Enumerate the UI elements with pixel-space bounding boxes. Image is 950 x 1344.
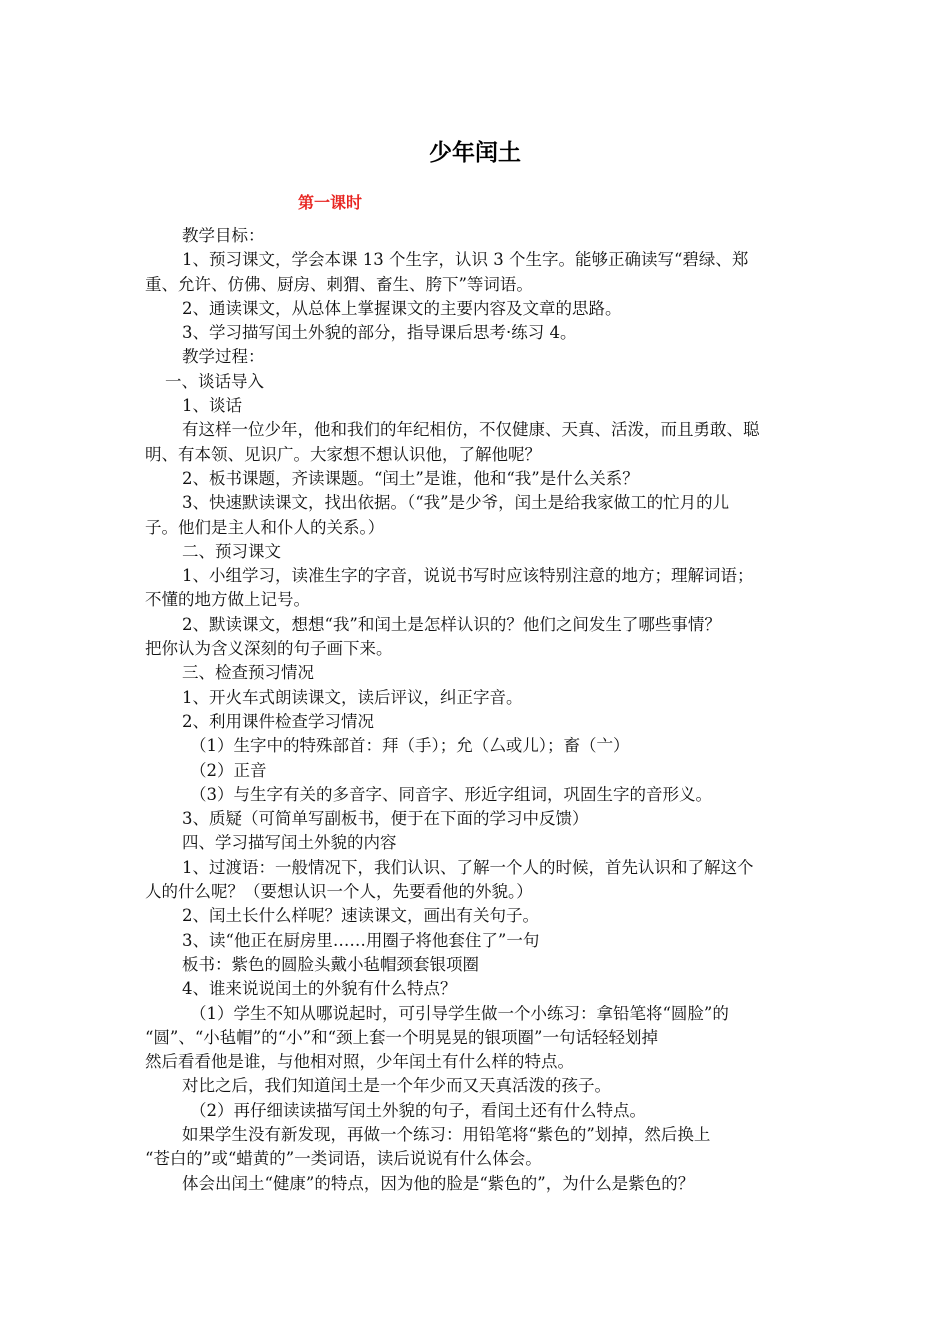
- paragraph-line: 3、快速默读课文，找出依据。（“我”是少爷，闰土是给我家做工的忙月的儿: [182, 493, 730, 513]
- paragraph-line: 重、允许、仿佛、厨房、刺猬、畜生、胯下”等词语。: [145, 274, 533, 294]
- section-heading: 三、检查预习情况: [182, 663, 314, 683]
- paragraph-line: 如果学生没有新发现，再做一个练习：用铅笔将“紫色的”划掉，然后换上: [182, 1124, 711, 1144]
- paragraph-line: 1、开火车式朗读课文，读后评议，纠正字音。: [182, 687, 523, 707]
- paragraph-line: 3、质疑（可简单写副板书，便于在下面的学习中反馈）: [182, 809, 589, 829]
- paragraph-line: 然后看看他是谁，与他相对照，少年闰土有什么样的特点。: [145, 1052, 574, 1072]
- section-heading: 一、谈话导入: [165, 371, 264, 391]
- paragraph-line: “圆”、“小毡帽”的“小”和“颈上套一个明晃晃的银项圈”一句话轻轻划掉: [145, 1027, 658, 1047]
- paragraph-line: （1）学生不知从哪说起时，可引导学生做一个小练习：拿铅笔将“圆脸”的: [190, 1003, 729, 1023]
- paragraph-line: 人的什么呢？（要想认识一个人，先要看他的外貌。）: [145, 882, 533, 902]
- section-heading: 二、预习课文: [182, 541, 281, 561]
- paragraph-line: 1、小组学习，读准生字的字音，说说书写时应该特别注意的地方；理解词语；: [182, 566, 754, 586]
- paragraph-line: （2）再仔细读读描写闰土外貌的句子，看闰土还有什么特点。: [190, 1100, 646, 1120]
- paragraph-line: 有这样一位少年，他和我们的年纪相仿，不仅健康、天真、活泼，而且勇敢、聪: [182, 420, 760, 440]
- paragraph-line: 2、板书课题，齐读课题。“闰土”是谁，他和“我”是什么关系？: [182, 468, 639, 488]
- paragraph-line: 2、闰土长什么样呢？速读课文，画出有关句子。: [182, 906, 539, 926]
- paragraph-line: 教学目标：: [182, 226, 265, 245]
- paragraph-line: 不懂的地方做上记号。: [145, 590, 310, 610]
- paragraph-line: 1、谈话: [182, 396, 242, 416]
- paragraph-line: 2、利用课件检查学习情况: [182, 711, 374, 731]
- lesson-heading: 第一课时: [298, 193, 363, 212]
- document-body: [145, 224, 815, 1196]
- paragraph-line: 2、默读课文，想想“我”和闰土是怎样认识的？他们之间发生了哪些事情？: [182, 614, 721, 634]
- paragraph-line: 子。他们是主人和仆人的关系。）: [145, 517, 385, 537]
- paragraph-line: 教学过程：: [182, 347, 265, 367]
- paragraph-line: 板书：紫色的圆脸头戴小毡帽颈套银项圈: [182, 954, 479, 974]
- section-heading: 四、学习描写闰土外貌的内容: [182, 833, 397, 853]
- paragraph-line: （2）正音: [190, 760, 267, 780]
- paragraph-line: 对比之后，我们知道闰土是一个年少而又天真活泼的孩子。: [182, 1076, 611, 1096]
- paragraph-line: （3）与生字有关的多音字、同音字、形近字组词，巩固生字的音形义。: [190, 784, 712, 804]
- paragraph-line: 4、谁来说说闰土的外貌有什么特点？: [182, 979, 457, 999]
- paragraph-line: （1）生字中的特殊部首：拜（手）；允（厶或儿）；畜（亠）: [190, 736, 630, 756]
- paragraph-line: 明、有本领、见识广。大家想不想认识他，了解他呢？: [145, 444, 541, 464]
- paragraph-line: 把你认为含义深刻的句子画下来。: [145, 639, 393, 659]
- paragraph-line: 3、学习描写闰土外貌的部分，指导课后思考·练习 4。: [182, 323, 577, 343]
- document-title: 少年闰土: [429, 140, 521, 166]
- paragraph-line: 1、过渡语：一般情况下，我们认识、了解一个人的时候，首先认识和了解这个: [182, 857, 754, 877]
- paragraph-line: “苍白的”或“蜡黄的”一类词语，读后说说有什么体会。: [145, 1149, 542, 1169]
- paragraph-line: 2、通读课文，从总体上掌握课文的主要内容及文章的思路。: [182, 298, 622, 318]
- paragraph-line: 3、读“他正在厨房里……用圈子将他套住了”一句: [182, 930, 540, 950]
- paragraph-line: 体会出闰土“健康”的特点，因为他的脸是“紫色的”，为什么是紫色的？: [182, 1173, 695, 1193]
- paragraph-line: 1、预习课文，学会本课 13 个生字，认识 3 个生字。能够正确读写“碧绿、郑: [182, 250, 749, 270]
